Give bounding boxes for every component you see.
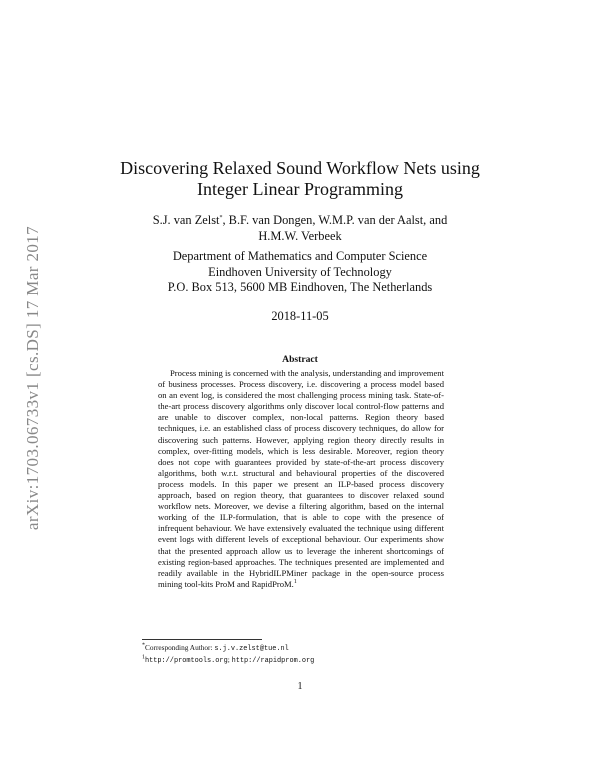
authors bbox=[100, 212, 500, 244]
footnote-1-email: s.j.v.zelst@tue.nl bbox=[214, 645, 289, 653]
title-line-2: Integer Linear Programming bbox=[197, 179, 403, 199]
abstract-text: Process mining is concerned with the analysis, understanding and improvement of business processes. Process discovery, i.e. discovering a process model based on an event log, is considered the most challenging process mining task. State-of-the-art process discovery algorithms only discover local control-flow patterns and are unable to discover complex, non-local patterns. Region theory based techniques, i.e. an established class of process discovery techniques, do allow for discovering such patterns. However, applying region theory directly results in complex, over-fitting models, which is less desirable. Moreover, region theory does not cope with guarantees provided by state-of-the-art process discovery algorithms, both w.r.t. structural and behavioural properties of the discovered process models. In this paper we present an ILP-based process discovery approach, based on region theory, that guarantees to discover relaxed sound workflow nets. Moreover, we devise a filtering algorithm, based on the internal working of the ILP-formulation, that is able to cope with the presence of infrequent behaviour. We have extensively evaluated the technique using different event logs with different levels of exceptional behaviour. Our experiments show that the presented approach allow us to leverage the inherent shortcomings of existing region-based approaches. The techniques presented are implemented and readily available in the HybridILPMiner package in the open-source process mining tool-kits ProM and RapidProM. bbox=[158, 368, 444, 589]
footnote-rule bbox=[142, 639, 262, 640]
abstract-heading: Abstract bbox=[282, 354, 318, 365]
footnote-2-separator: ; bbox=[227, 654, 232, 664]
author-first: S.J. van Zelst bbox=[152, 213, 220, 227]
affiliation-line-1: Department of Mathematics and Computer Science bbox=[172, 249, 428, 263]
arxiv-stamp-text: arXiv:1703.06733v1 [cs.DS] 17 Mar 2017 bbox=[23, 225, 43, 530]
paper-date: 2018-11-05 bbox=[271, 309, 329, 323]
affiliation bbox=[100, 249, 500, 296]
footnote-2-mark: 1 bbox=[142, 654, 145, 661]
authors-line-2: H.M.W. Verbeek bbox=[258, 229, 342, 243]
arxiv-stamp bbox=[22, 185, 44, 570]
authors-line-1: , B.F. van Dongen, W.M.P. van der Aalst, and bbox=[222, 213, 448, 227]
footnote-2-link-rapidprom[interactable]: http://rapidprom.org bbox=[231, 656, 315, 665]
footnote-1-mark: * bbox=[142, 642, 145, 649]
abstract-footnote-mark: 1 bbox=[293, 578, 297, 585]
author-footnote-mark: * bbox=[219, 214, 223, 221]
footnote-2-link-promtools[interactable]: http://promtools.org bbox=[145, 656, 228, 665]
footnote-2 bbox=[142, 655, 462, 667]
abstract-body bbox=[158, 368, 444, 590]
footnote-1 bbox=[142, 643, 462, 655]
footnotes bbox=[142, 643, 462, 666]
paper-title bbox=[100, 158, 500, 200]
footnote-1-label: Corresponding Author: bbox=[145, 643, 215, 652]
page-number: 1 bbox=[297, 681, 303, 692]
affiliation-line-2: Eindhoven University of Technology bbox=[208, 264, 392, 279]
title-line-1: Discovering Relaxed Sound Workflow Nets using bbox=[120, 158, 480, 178]
affiliation-line-3: P.O. Box 513, 5600 MB Eindhoven, The Netherlands bbox=[167, 280, 433, 294]
